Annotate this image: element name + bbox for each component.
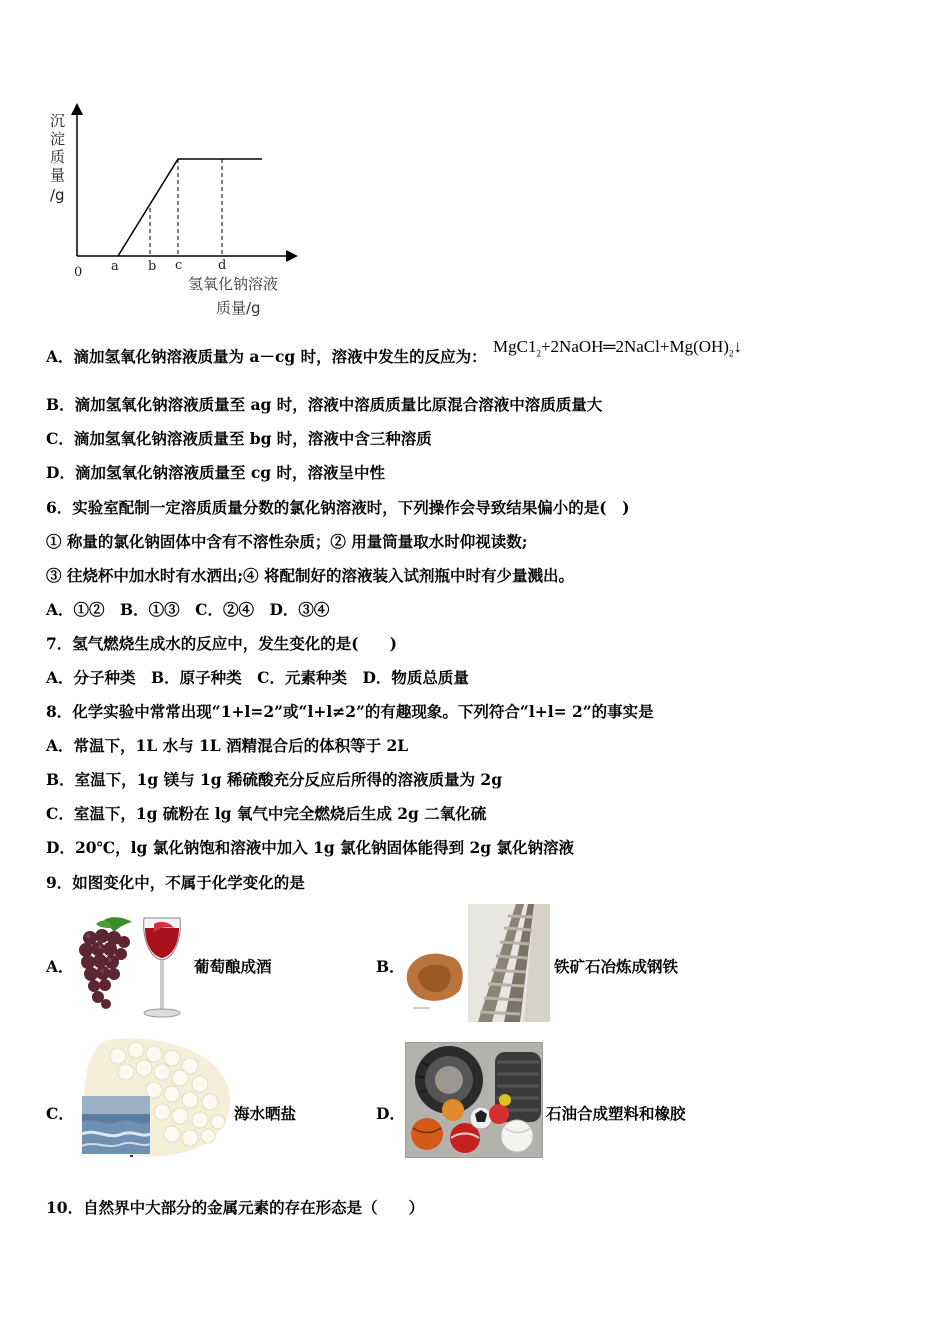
q9-stem: 9．如图变化中，不属于化学变化的是 <box>46 873 305 892</box>
precipitate-graph <box>40 96 320 326</box>
q9-a-letter: A． <box>46 957 74 976</box>
q9-a-label: 葡萄酿成酒 <box>194 957 272 976</box>
q8-stem: 8．化学实验中常常出现“1+l=2”或“l+l≠2”的有趣现象。下列符合“l+l= 2”的事实是 <box>46 702 654 721</box>
q9-c-letter: C． <box>46 1104 74 1123</box>
grapes-wine-image <box>74 914 186 1020</box>
formula-part2: +2NaOH═2NaCl+Mg(OH) <box>540 337 729 356</box>
formula-part3: ↓ <box>733 337 742 356</box>
origin-label: 0 <box>74 265 83 280</box>
graph-svg <box>40 96 320 326</box>
y-label-char-1: 沉 <box>50 112 66 130</box>
formula-sub1: 2 <box>536 348 541 359</box>
q6-line2: ③ 往烧杯中加水时有水洒出;④ 将配制好的溶液装入试剂瓶中时有少量溅出。 <box>46 566 575 585</box>
x-label-line2: 质量/g <box>216 299 261 317</box>
x-label-line1: 氢氧化钠溶液 <box>188 275 279 293</box>
q6-stem: 6．实验室配制一定溶质质量分数的氯化钠溶液时，下列操作会导致结果偏小的是( ) <box>46 498 630 517</box>
y-label-char-4: 量 <box>50 166 66 184</box>
plastics-rubber-image <box>405 1042 543 1158</box>
graph-curve <box>118 159 262 256</box>
formula-part1: MgC1 <box>493 337 537 356</box>
y-unit: /g <box>50 186 65 204</box>
q8-option-a: A．常温下，1L 水与 1L 酒精混合后的体积等于 2L <box>46 736 409 755</box>
tick-d: d <box>218 258 227 273</box>
q7-options: A．分子种类 B．原子种类 C．元素种类 D．物质总质量 <box>46 668 469 687</box>
q9-b-letter: B． <box>376 957 405 976</box>
tick-b: b <box>148 259 157 274</box>
tick-a: a <box>111 259 119 274</box>
q6-line1: ① 称量的氯化钠固体中含有不溶性杂质；② 用量筒量取水时仰视读数; <box>46 532 528 551</box>
q5-option-d: D．滴加氢氧化钠溶液质量至 cg 时，溶液呈中性 <box>46 463 386 482</box>
iron-ore-railway-image <box>404 904 550 1022</box>
q9-c-label: 海水晒盐 <box>234 1104 297 1123</box>
q10-stem: 10．自然界中大部分的金属元素的存在形态是（ ） <box>46 1198 425 1217</box>
formula-sub2: 2 <box>728 348 734 359</box>
q9-d-letter: D． <box>376 1104 405 1123</box>
sea-salt-image <box>78 1036 234 1160</box>
q5-formula <box>493 337 742 358</box>
y-label-char-3: 质 <box>50 148 66 166</box>
q8-option-b: B．室温下，1g 镁与 1g 稀硫酸充分反应后所得的溶液质量为 2g <box>46 770 503 789</box>
q9-d-label: 石油合成塑料和橡胶 <box>546 1104 686 1123</box>
q5-option-c: C．滴加氢氧化钠溶液质量至 bg 时，溶液中含三种溶质 <box>46 429 432 448</box>
q5-option-b: B．滴加氢氧化钠溶液质量至 ag 时，溶液中溶质质量比原混合溶液中溶质质量大 <box>46 395 603 414</box>
q9-b-label: 铁矿石冶炼成钢铁 <box>554 957 679 976</box>
q8-option-c: C．室温下，1g 硫粉在 lg 氧气中完全燃烧后生成 2g 二氧化硫 <box>46 804 487 823</box>
q5-option-a: A．滴加氢氧化钠溶液质量为 a－cg 时，溶液中发生的反应为： <box>46 347 487 366</box>
y-label-char-2: 淀 <box>50 130 66 148</box>
tick-c: c <box>175 258 183 273</box>
q8-option-d: D．20℃，lg 氯化钠饱和溶液中加入 1g 氯化钠固体能得到 2g 氯化钠溶液 <box>46 838 575 857</box>
q6-options: A．①② B．①③ C．②④ D．③④ <box>46 600 330 619</box>
q7-stem: 7．氢气燃烧生成水的反应中，发生变化的是( ) <box>46 634 397 653</box>
